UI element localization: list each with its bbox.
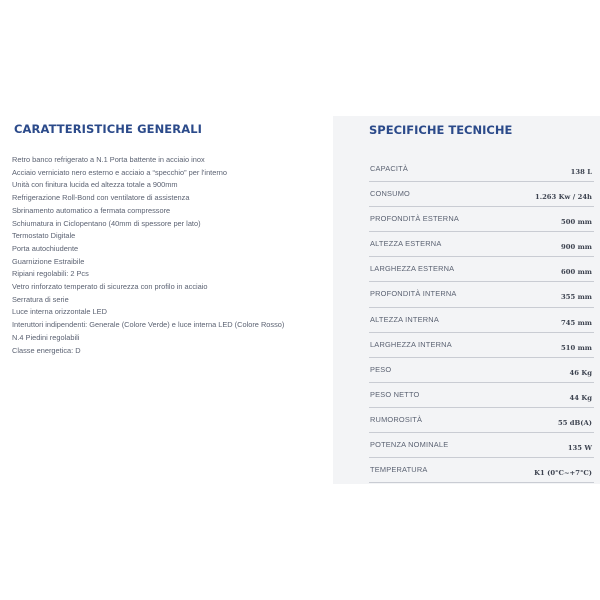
spec-label: PROFONDITÀ ESTERNA [370, 214, 460, 224]
feature-item: Guarnizione Estraibile [12, 256, 85, 266]
feature-item: Termostato Digitale [12, 231, 76, 241]
feature-item: Sbrinamento automatico a fermata compressore [12, 205, 171, 215]
spec-value: 355 mm [561, 293, 592, 302]
spec-label: CONSUMO [370, 189, 410, 199]
spec-value: 44 Kg [569, 393, 592, 402]
feature-item: Luce interna orizzontale LED [12, 307, 107, 317]
spec-row [369, 458, 594, 483]
spec-value: 510 mm [561, 343, 592, 352]
spec-value: 500 mm [561, 218, 592, 227]
spec-row [369, 433, 594, 458]
spec-label: PESO NETTO [370, 389, 420, 399]
spec-value: 46 Kg [569, 368, 592, 377]
spec-label: LARGHEZZA INTERNA [370, 339, 452, 349]
technical-specs-section [333, 116, 600, 484]
spec-row [369, 358, 594, 383]
spec-row [369, 232, 594, 257]
specs-table [369, 157, 594, 483]
spec-row [369, 383, 594, 408]
spec-value: 900 mm [561, 243, 592, 252]
spec-value: K1 (0°C~+7°C) [534, 469, 592, 478]
feature-item: Ripiani regolabili: 2 Pcs [12, 269, 89, 279]
spec-label: ALTEZZA INTERNA [370, 314, 439, 324]
spec-label: RUMOROSITÀ [370, 414, 423, 424]
feature-item: Schiumatura in Ciclopentano (40mm di spessore per lato) [12, 218, 201, 228]
general-features-title: CARATTERISTICHE GENERALI [14, 122, 203, 136]
spec-label: PROFONDITÀ INTERNA [370, 289, 457, 299]
spec-row [369, 333, 594, 358]
feature-item: Acciaio verniciato nero esterno e acciaio a “specchio” per l'interno [12, 167, 228, 177]
spec-value: 600 mm [561, 268, 592, 277]
spec-value: 745 mm [561, 318, 592, 327]
spec-label: TEMPERATURA [370, 465, 428, 475]
feature-item: Vetro rinforzato temperato di sicurezza con profilo in acciaio [12, 282, 208, 292]
feature-item: N.4 Piedini regolabili [12, 332, 80, 342]
feature-item: Refrigerazione Roll-Bond con ventilatore di assistenza [12, 193, 190, 203]
spec-label: POTENZA NOMINALE [370, 440, 449, 450]
spec-label: LARGHEZZA ESTERNA [370, 264, 455, 274]
spec-value: 138 L [570, 168, 592, 176]
feature-item: Retro banco refrigerato a N.1 Porta battente in acciaio inox [12, 155, 205, 164]
technical-specs-title: SPECIFICHE TECNICHE [369, 123, 513, 137]
feature-item: Interuttori indipendenti: Generale (Colore Verde) e luce interna LED (Colore Rosso) [12, 320, 285, 330]
spec-row [369, 308, 594, 333]
spec-row [369, 408, 594, 433]
features-list [12, 154, 324, 357]
spec-row [369, 257, 594, 282]
feature-item: Unità con finitura lucida ed altezza totale a 900mm [12, 180, 178, 190]
spec-value: 55 dB(A) [557, 418, 592, 427]
spec-value: 1.263 Kw / 24h [534, 193, 592, 202]
feature-item: Porta autochiudente [12, 243, 79, 253]
feature-item: Classe energetica: D [12, 345, 81, 355]
spec-label: ALTEZZA ESTERNA [370, 239, 442, 249]
spec-value: 135 W [567, 444, 592, 453]
spec-row [369, 282, 594, 307]
feature-item: Serratura di serie [12, 294, 69, 304]
spec-row [369, 157, 594, 182]
spec-label: PESO [370, 364, 392, 374]
spec-label: CAPACITÀ [370, 164, 409, 173]
general-features-section [0, 118, 333, 484]
spec-row [369, 207, 594, 232]
spec-row [369, 182, 594, 207]
